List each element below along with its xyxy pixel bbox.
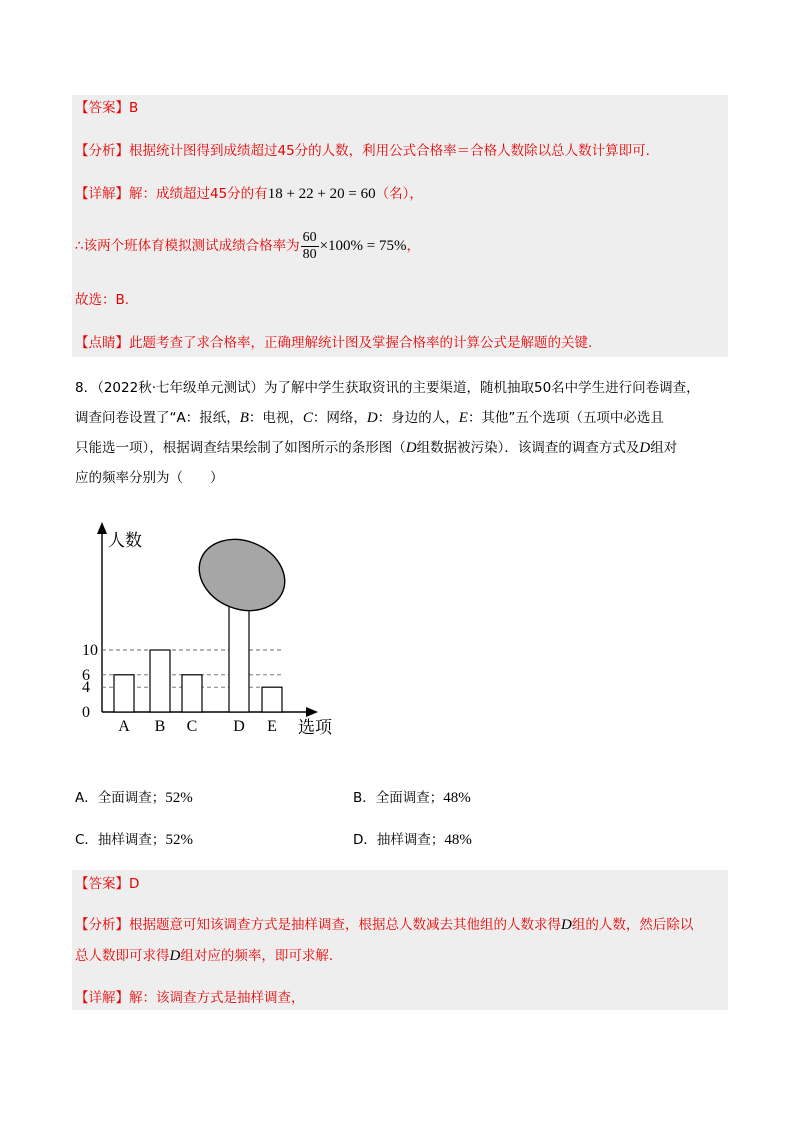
var-d-3: D xyxy=(639,440,651,456)
question-text-2d: ：身边的人， xyxy=(377,410,459,426)
question-line-3 xyxy=(75,433,725,463)
prev-detail-post: （名）， xyxy=(375,186,423,202)
solution-analysis-2a: 总人数即可求得 xyxy=(75,948,170,964)
question-number: 8． xyxy=(75,380,98,396)
prev-therefore-pre: ∴该两个班体育模拟测试成绩合格率为 xyxy=(75,238,300,254)
bar-d xyxy=(229,600,249,712)
option-d-label: D．抽样调查； xyxy=(353,832,445,848)
x-tick-label-a: A xyxy=(118,718,130,735)
var-e: E xyxy=(458,410,468,426)
solution-analysis-1b: 组的人数，然后除以 xyxy=(571,917,694,933)
solution-analysis-1a: 根据题意可知该调查方式是抽样调查，根据总人数减去其他组的人数求得 xyxy=(129,917,561,933)
prev-analysis-text: 根据统计图得到成绩超过45分的人数，利用公式合格率＝合格人数除以总人数计算即可. xyxy=(129,143,650,159)
prev-answer-tag: 【答案】 xyxy=(75,100,129,116)
question-text-2e: ：其他”五个选项（五项中必选且 xyxy=(467,410,664,426)
question-text-3a: 只能选一项），根据调查结果绘制了如图所示的条形图（ xyxy=(75,440,406,456)
bar-a xyxy=(114,675,134,712)
solution-answer-tag: 【答案】 xyxy=(75,876,129,892)
prev-comment-line xyxy=(75,333,592,353)
option-a-label: A．全面调查； xyxy=(75,790,166,806)
x-axis-label: 选项 xyxy=(298,718,332,737)
var-c: C xyxy=(302,410,313,426)
prev-fraction xyxy=(301,230,319,263)
x-axis-arrow xyxy=(306,707,318,717)
solution-detail-line xyxy=(75,988,305,1008)
option-c[interactable] xyxy=(75,830,193,850)
y-tick-label: 6 xyxy=(82,666,90,684)
y-tick-label: 0 xyxy=(82,704,90,721)
question-8 xyxy=(75,373,725,493)
previous-solution-block xyxy=(72,95,728,357)
question-text-3b: 组数据被污染）．该调查的调查方式及 xyxy=(416,440,640,456)
prev-therefore-line xyxy=(75,228,420,264)
option-b-label: B．全面调查； xyxy=(353,790,444,806)
bar-chart xyxy=(80,520,340,750)
bar-b xyxy=(150,650,170,712)
solution-var-d-1: D xyxy=(561,917,572,933)
y-axis-label: 人数 xyxy=(108,531,142,550)
question-line-4: 应的频率分别为（ ） xyxy=(75,470,224,486)
prev-comment-tag: 【点睛】 xyxy=(75,335,129,351)
solution-detail-tag: 【详解】 xyxy=(75,990,129,1006)
x-tick-label-e: E xyxy=(267,718,277,735)
prev-analysis-line xyxy=(75,141,650,161)
var-d: D xyxy=(366,410,378,426)
option-a[interactable] xyxy=(75,788,193,808)
x-tick-label-c: C xyxy=(186,718,198,735)
var-d-2: D xyxy=(405,440,417,456)
prev-frac-numerator: 60 xyxy=(302,229,317,245)
solution-answer-value: D xyxy=(129,876,140,892)
ink-blot xyxy=(188,527,295,623)
prev-detail-tag: 【详解】 xyxy=(75,186,129,202)
option-b-value: 48% xyxy=(443,790,471,806)
question-text-2b: ：电视， xyxy=(248,410,303,426)
solution-var-d-2: D xyxy=(169,948,181,964)
solution-analysis-2b: 组对应的频率，即可求解. xyxy=(180,948,334,964)
option-c-label: C．抽样调查； xyxy=(75,832,166,848)
question-text-3c: 组对 xyxy=(650,440,678,456)
bar-e xyxy=(262,687,282,712)
option-c-value: 52% xyxy=(165,832,193,848)
option-d-value: 48% xyxy=(444,832,472,848)
prev-analysis-tag: 【分析】 xyxy=(75,143,129,159)
prev-detail-math: 18 + 22 + 20 = 60 xyxy=(267,186,376,202)
y-tick-label: 4 xyxy=(82,679,90,697)
prev-therefore-math: ×100% = 75% xyxy=(319,238,407,254)
bar-c xyxy=(182,675,202,712)
prev-choose-line: 故选：B. xyxy=(75,292,130,308)
prev-frac-denominator: 80 xyxy=(302,246,317,262)
x-tick-label-d: D xyxy=(233,718,245,735)
prev-therefore-post: ， xyxy=(406,238,421,254)
question-source: （2022秋·七年级单元测试） xyxy=(97,380,264,396)
solution-analysis-line-1 xyxy=(75,915,693,935)
option-b[interactable] xyxy=(353,788,471,808)
prev-comment-text: 此题考查了求合格率，正确理解统计图及掌握合格率的计算公式是解题的关键. xyxy=(129,335,593,351)
solution-answer-line xyxy=(75,874,139,894)
question-text-1: 为了解中学生获取资讯的主要渠道，随机抽取50名中学生进行问卷调查， xyxy=(264,380,700,396)
solution-detail-text: 解：该调查方式是抽样调查， xyxy=(129,990,305,1006)
option-d[interactable] xyxy=(353,830,472,850)
var-b: B xyxy=(239,410,249,426)
y-axis-arrow xyxy=(97,522,107,534)
question-text-2a: 调查问卷设置了“A：报纸， xyxy=(75,410,240,426)
prev-detail-line xyxy=(75,184,423,204)
prev-answer-line xyxy=(75,98,138,118)
x-tick-label-b: B xyxy=(154,718,166,735)
question-line-2 xyxy=(75,403,725,433)
solution-analysis-line-2 xyxy=(75,946,333,966)
question-text-2c: ：网络， xyxy=(312,410,367,426)
solution-analysis-tag: 【分析】 xyxy=(75,917,129,933)
question-line-1 xyxy=(75,373,725,403)
prev-answer-value: B xyxy=(129,100,139,116)
y-tick-label: 10 xyxy=(82,642,98,659)
prev-detail-pre: 解：成绩超过45分的有 xyxy=(129,186,268,202)
option-a-value: 52% xyxy=(165,790,193,806)
